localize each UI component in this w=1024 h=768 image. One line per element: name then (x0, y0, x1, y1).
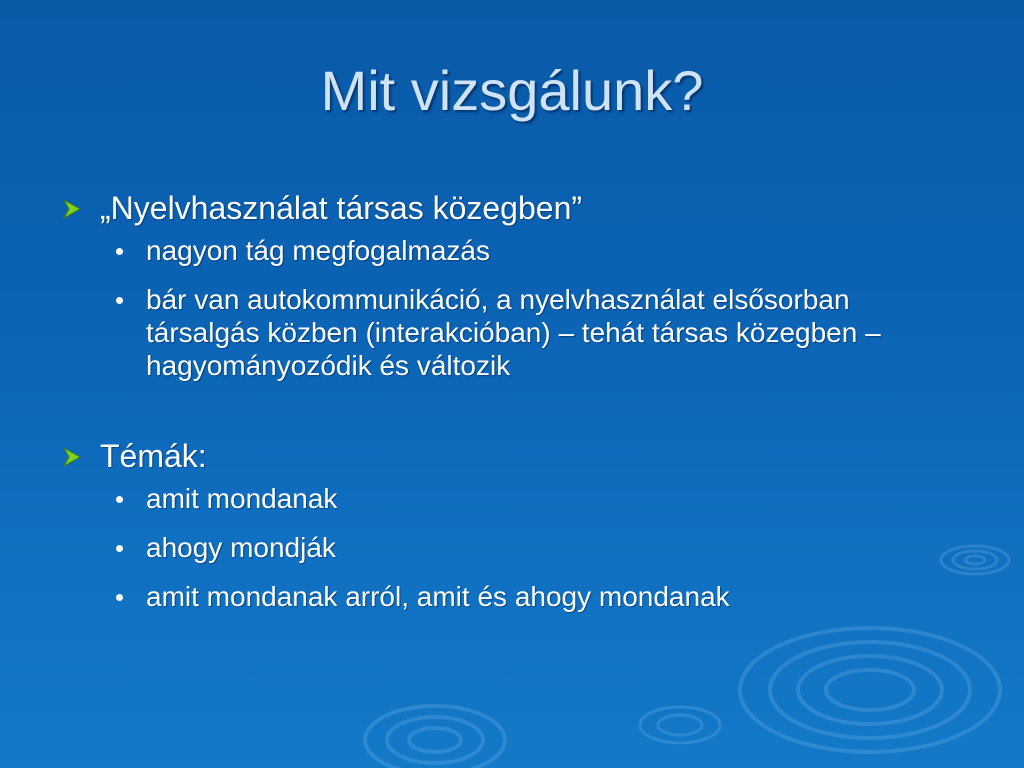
dot-icon (116, 545, 123, 552)
bullet-group-2 (60, 436, 960, 613)
bullet-text: „Nyelvhasználat társas közegben” (100, 190, 583, 226)
bullet-text: bár van autokommunikáció, a nyelvhasználat elsősorban társalgás közben (interakcióban) – tehát társas közegben – hagyományozódik és változik (146, 284, 881, 381)
slide-title: Mit vizsgálunk? (320, 59, 704, 122)
bullet-text: nagyon tág megfogalmazás (146, 235, 490, 266)
bullet-group-1 (60, 188, 960, 382)
bullet-text: amit mondanak (146, 483, 338, 514)
bullet-level2 (60, 283, 960, 382)
bullet-level2 (60, 531, 960, 564)
bullet-level1 (60, 436, 960, 476)
bullet-text: ahogy mondják (146, 532, 336, 563)
dot-icon (116, 248, 123, 255)
arrowhead-icon (62, 447, 82, 467)
bullet-text: Témák: (100, 438, 207, 474)
bullet-level2 (60, 234, 960, 267)
arrowhead-icon (62, 199, 82, 219)
dot-icon (116, 297, 123, 304)
bullet-level2 (60, 482, 960, 515)
bullet-level2 (60, 580, 960, 613)
dot-icon (116, 594, 123, 601)
dot-icon (116, 496, 123, 503)
bullet-level1 (60, 188, 960, 228)
bullet-text: amit mondanak arról, amit és ahogy mondanak (146, 581, 730, 612)
slide-body (60, 188, 960, 613)
